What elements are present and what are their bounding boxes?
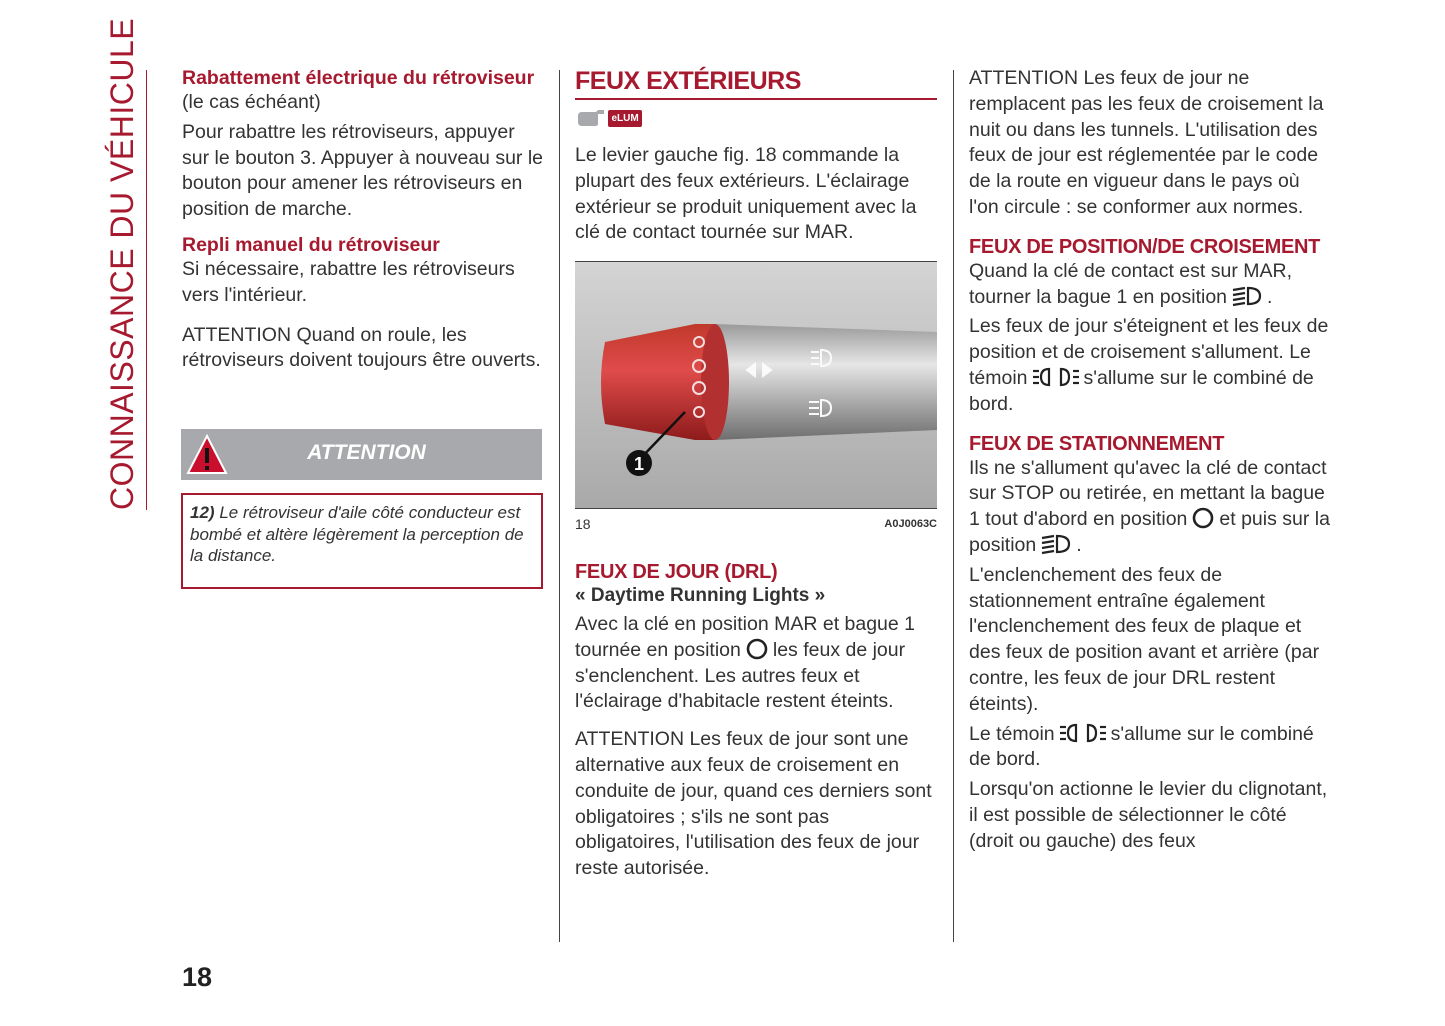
drl-text bbox=[575, 612, 937, 715]
heading-electric-folding: Rabattement électrique du rétroviseur bbox=[182, 67, 535, 89]
parking-text-2: L'enclenchement des feux de stationnement entraîne également l'enclenchement des feux de plaque et des feux de position avant et arrière (par contre, les feux de jour DRL restent éteints). bbox=[969, 563, 1320, 715]
drl-quote: « Daytime Running Lights » bbox=[575, 585, 826, 606]
column-1 bbox=[182, 66, 544, 382]
position-text-a: Quand la clé de contact est sur MAR, tourner la bague 1 en position bbox=[969, 259, 1292, 308]
low-beam-icon-2 bbox=[1039, 533, 1073, 555]
note-number: 12) bbox=[190, 503, 215, 522]
note-text: Le rétroviseur d'aile côté conducteur est bombé et altère légèrement la perception de la distance. bbox=[190, 503, 524, 565]
circle-position-icon bbox=[744, 638, 770, 660]
warning-label: ATTENTION bbox=[307, 441, 426, 464]
position-text2-a: Les feux de jour s'éteignent et les feux de position et de croisement s'allument. Le témoin bbox=[969, 315, 1329, 389]
figure-18 bbox=[575, 261, 937, 509]
figure-code: A0J0063C bbox=[884, 518, 937, 530]
drl-regulation-attention: ATTENTION Les feux de jour ne remplacent pas les feux de croisement la nuit ou dans les tunnels. L'utilisation des feux de jour est réglementée par le code de la route en vigueur dans le pays où l'on circule : se conformer aux normes. bbox=[969, 67, 1324, 218]
folding-note: (le cas échéant) bbox=[182, 91, 321, 113]
position-text-2 bbox=[969, 314, 1334, 417]
figure-caption bbox=[575, 516, 937, 532]
heading-drl: FEUX DE JOUR (DRL) bbox=[575, 561, 778, 583]
parking-text-end: . bbox=[1076, 533, 1082, 556]
parking-text3-a: Le témoin bbox=[969, 722, 1055, 745]
elum-label: eLUM bbox=[608, 110, 641, 127]
mirror-attention-text: ATTENTION Quand on roule, les rétroviseurs doivent toujours être ouverts. bbox=[182, 323, 541, 372]
exterior-intro bbox=[575, 143, 937, 254]
warning-banner bbox=[181, 429, 542, 480]
side-chapter-title: CONNAISSANCE DU VÉHICULE bbox=[100, 70, 147, 510]
folding-text: Pour rabattre les rétroviseurs, appuyer sur le bouton 3. Appuyer à nouveau sur le bouton pour amener les rétroviseurs en position de marche. bbox=[182, 120, 543, 221]
warning-note bbox=[181, 493, 543, 589]
figure-callout: 1 bbox=[633, 454, 645, 474]
parking-text-a: Ils ne s'allument qu'avec la clé de contact sur STOP ou retirée, en mettant la bague 1 tout d'abord en position bbox=[969, 456, 1327, 531]
manual-text: Si nécessaire, rabattre les rétroviseurs vers l'intérieur. bbox=[182, 257, 515, 306]
elum-badge bbox=[576, 108, 642, 128]
intro-text: Le levier gauche fig. 18 commande la plupart des feux extérieurs. L'éclairage extérieur se produit uniquement avec la clé de contact tournée sur MAR. bbox=[575, 144, 917, 244]
pointing-hand-icon bbox=[576, 108, 606, 128]
column-divider-left bbox=[559, 70, 560, 942]
circle-position-icon-2 bbox=[1190, 507, 1216, 529]
drl-text-b: les feux de jour s'enclenchent. Les autres feux et l'éclairage d'habitacle restent éteints. bbox=[575, 638, 906, 713]
column-3 bbox=[969, 66, 1334, 863]
column-2 bbox=[575, 66, 937, 100]
heading-manual-folding: Repli manuel du rétroviseur bbox=[182, 233, 440, 256]
position-text-end: . bbox=[1267, 285, 1273, 308]
parking-text-4: Lorsqu'on actionne le levier du clignotant, il est possible de sélectionner le côté (droit ou gauche) des feux bbox=[969, 778, 1328, 852]
position-text2-b: s'allume sur le combiné de bord. bbox=[969, 366, 1314, 415]
page-number: 18 bbox=[182, 962, 213, 992]
drl-section bbox=[575, 560, 937, 890]
drl-attention: ATTENTION Les feux de jour sont une alternative aux feux de croisement en conduite de jour, quand ces derniers sont obligatoires ; s'ils ne sont pas obligatoires, l'utilisation des feux de jour reste autorisée. bbox=[575, 728, 932, 880]
position-lights-telltale-icon bbox=[1031, 366, 1081, 388]
parking-text-3 bbox=[969, 722, 1334, 774]
parking-text-b: et puis sur la position bbox=[969, 508, 1330, 556]
parking-text bbox=[969, 456, 1334, 559]
drl-text-a: Avec la clé en position MAR et bague 1 tournée en position bbox=[575, 613, 916, 661]
figure-number: 18 bbox=[575, 516, 591, 532]
low-beam-icon bbox=[1230, 285, 1264, 307]
position-text bbox=[969, 259, 1334, 311]
light-stalk-illustration bbox=[575, 262, 937, 508]
heading-position-lights: FEUX DE POSITION/DE CROISEMENT bbox=[969, 235, 1321, 258]
column-divider-right bbox=[953, 70, 954, 942]
position-lights-telltale-icon-2 bbox=[1058, 722, 1108, 744]
heading-parking-lights: FEUX DE STATIONNEMENT bbox=[969, 432, 1225, 455]
heading-exterior-lights: FEUX EXTÉRIEURS bbox=[575, 66, 937, 100]
parking-text3-b: s'allume sur le combiné de bord. bbox=[969, 722, 1314, 771]
